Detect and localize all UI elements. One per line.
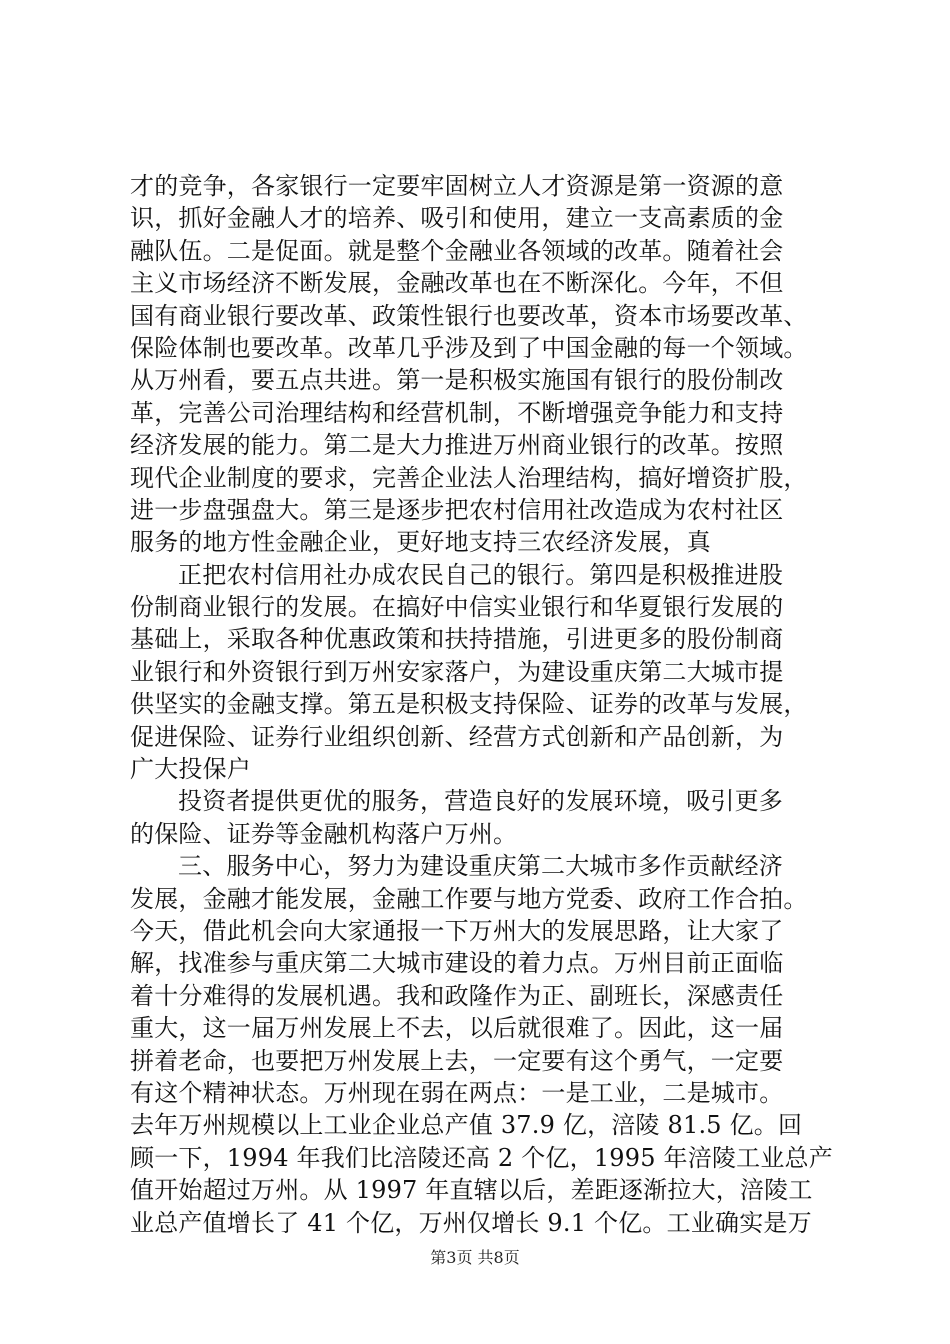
text-line: 经济发展的能力。第二是大力推进万州商业银行的改革。按照 — [130, 431, 784, 460]
text-line: 供坚实的金融支撑。第五是积极支持保险、证券的改革与发展， — [130, 690, 808, 719]
text-line: 促进保险、证券行业组织创新、经营方式创新和产品创新，为 — [130, 722, 784, 751]
paragraph-first-line: 三、服务中心，努力为建设重庆第二大城市多作贡献经济 — [178, 852, 783, 881]
document-body — [130, 170, 833, 1239]
text-line: 份制商业银行的发展。在搞好中信实业银行和华夏银行发展的 — [130, 593, 784, 622]
page-number-label: 第3页 共8页 — [430, 1248, 520, 1267]
text-line: 基础上，采取各种优惠政策和扶持措施，引进更多的股份制商 — [130, 625, 784, 654]
text-line: 着十分难得的发展机遇。我和政隆作为正、副班长，深感责任 — [130, 981, 784, 1010]
text-line: 融队伍。二是促面。就是整个金融业各领域的改革。随着社会 — [130, 236, 784, 265]
text-line: 国有商业银行要改革、政策性银行也要改革，资本市场要改革、 — [130, 301, 808, 330]
text-line: 才的竞争，各家银行一定要牢固树立人才资源是第一资源的意 — [130, 172, 784, 200]
text-line: 发展，金融才能发展，金融工作要与地方党委、政府工作合拍。 — [130, 884, 808, 913]
text-line: 有这个精神状态。万州现在弱在两点：一是工业，二是城市。 — [130, 1078, 784, 1107]
page-footer — [0, 1245, 950, 1268]
text-line: 保险体制也要改革。改革几乎涉及到了中国金融的每一个领域。 — [130, 333, 808, 362]
paragraph-first-line: 正把农村信用社办成农民自己的银行。第四是积极推进股 — [178, 560, 783, 589]
text-line: 业银行和外资银行到万州安家落户，为建设重庆第二大城市提 — [130, 657, 784, 686]
text-line: 进一步盘强盘大。第三是逐步把农村信用社改造成为农村社区 — [130, 495, 784, 524]
text-line: 顾一下，1994 年我们比涪陵还高 2 个亿，1995 年涪陵工业总产 — [130, 1143, 833, 1172]
text-line: 拼着老命，也要把万州发展上去，一定要有这个勇气，一定要 — [130, 1046, 784, 1075]
text-line: 解，找准参与重庆第二大城市建设的着力点。万州目前正面临 — [130, 949, 784, 978]
text-line: 业总产值增长了 41 个亿，万州仅增长 9.1 个亿。工业确实是万 — [130, 1208, 812, 1237]
text-line: 去年万州规模以上工业企业总产值 37.9 亿，涪陵 81.5 亿。回 — [130, 1111, 803, 1140]
text-line: 识，抓好金融人才的培养、吸引和使用，建立一支高素质的金 — [130, 204, 784, 233]
text-line: 值开始超过万州。从 1997 年直辖以后，差距逐渐拉大，涪陵工 — [130, 1176, 813, 1205]
text-line: 今天，借此机会向大家通报一下万州大的发展思路，让大家了 — [130, 916, 784, 945]
text-line: 的保险、证券等金融机构落户万州。 — [130, 819, 518, 848]
text-line: 主义市场经济不断发展，金融改革也在不断深化。今年，不但 — [130, 269, 784, 298]
text-line: 现代企业制度的要求，完善企业法人治理结构，搞好增资扩股， — [130, 463, 808, 492]
text-line: 重大，这一届万州发展上不去，以后就很难了。因此，这一届 — [130, 1014, 784, 1043]
text-line: 服务的地方性金融企业，更好地支持三农经济发展，真 — [130, 528, 711, 557]
text-line: 从万州看，要五点共进。第一是积极实施国有银行的股份制改 — [130, 366, 784, 395]
text-line: 广大投保户 — [130, 755, 251, 784]
paragraph-first-line: 投资者提供更优的服务，营造良好的发展环境，吸引更多 — [178, 787, 783, 816]
text-line: 革，完善公司治理结构和经营机制，不断增强竞争能力和支持 — [130, 398, 784, 427]
